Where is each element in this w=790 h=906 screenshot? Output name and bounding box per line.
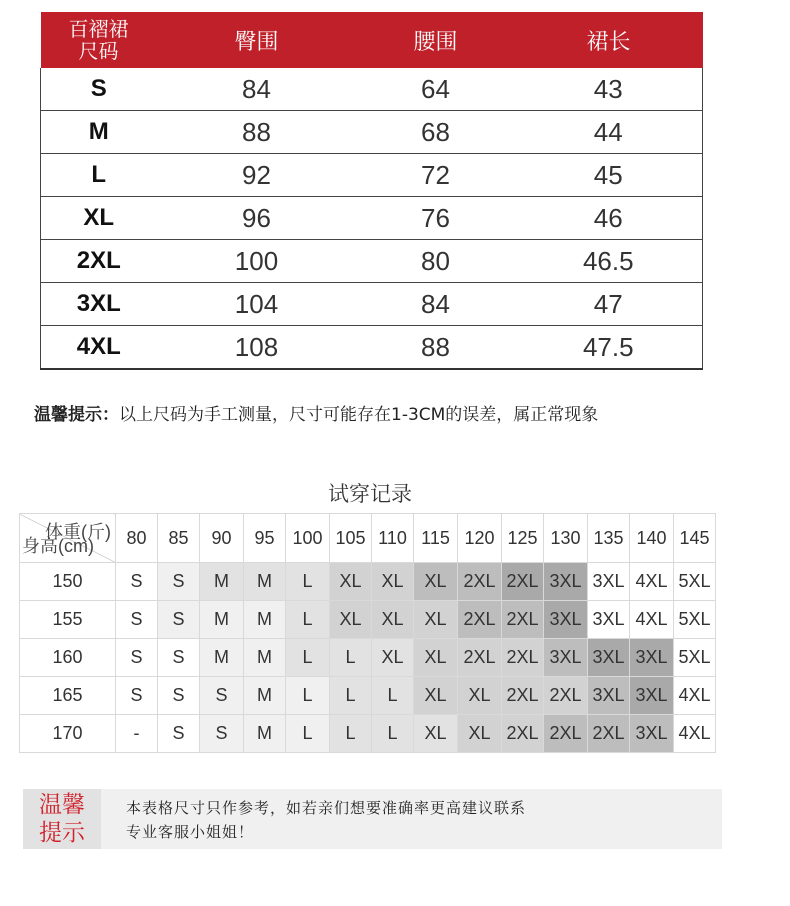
note-text: 本表格尺寸只作参考，如若亲们想要准确率更高建议联系 专业客服小姐姐！ — [126, 799, 527, 841]
measurement-tip — [34, 400, 598, 425]
trial-cell: L — [286, 715, 330, 753]
waist-value: 68 — [357, 111, 515, 154]
trial-cell: L — [286, 677, 330, 715]
weight-header: 125 — [502, 514, 544, 563]
trial-cell: 2XL — [458, 639, 502, 677]
trial-cell: 3XL — [544, 601, 588, 639]
trial-cell: 5XL — [674, 601, 716, 639]
weight-header: 95 — [244, 514, 286, 563]
size-label: 2XL — [41, 240, 157, 283]
weight-header: 105 — [330, 514, 372, 563]
trial-cell: L — [372, 715, 414, 753]
trial-cell: 3XL — [588, 639, 630, 677]
hip-value: 104 — [157, 283, 357, 326]
length-value: 46.5 — [515, 240, 703, 283]
length-value: 45 — [515, 154, 703, 197]
trial-cell: XL — [458, 715, 502, 753]
trial-cell: S — [158, 715, 200, 753]
trial-cell: XL — [414, 677, 458, 715]
weight-header: 80 — [116, 514, 158, 563]
trial-cell: 2XL — [502, 563, 544, 601]
size-label: XL — [41, 197, 157, 240]
header-size-line-2: 尺码 — [78, 39, 119, 63]
trial-cell: M — [200, 563, 244, 601]
trial-cell: - — [116, 715, 158, 753]
trial-cell: S — [158, 563, 200, 601]
trial-cell: 3XL — [630, 677, 674, 715]
hip-value: 92 — [157, 154, 357, 197]
trial-cell: L — [372, 677, 414, 715]
trial-cell: M — [244, 715, 286, 753]
trial-cell: 4XL — [674, 677, 716, 715]
trial-cell: S — [158, 601, 200, 639]
size-row — [41, 111, 703, 154]
size-row — [41, 283, 703, 326]
height-label: 160 — [20, 639, 116, 677]
hip-value: 108 — [157, 326, 357, 370]
size-table-header — [41, 12, 703, 68]
trial-cell: L — [330, 677, 372, 715]
trial-cell: L — [330, 639, 372, 677]
note-badge — [23, 789, 101, 849]
header-hip: 臀围 — [157, 12, 357, 68]
trial-row — [20, 639, 716, 677]
height-label: 150 — [20, 563, 116, 601]
trial-cell: 2XL — [502, 601, 544, 639]
corner-weight-label: 体重(斤) — [45, 522, 111, 542]
size-row — [41, 154, 703, 197]
trial-cell: S — [200, 715, 244, 753]
weight-header: 115 — [414, 514, 458, 563]
trial-cell: L — [330, 715, 372, 753]
footer-note — [23, 789, 722, 849]
height-label: 170 — [20, 715, 116, 753]
trial-cell: 2XL — [502, 677, 544, 715]
trial-cell: XL — [372, 639, 414, 677]
trial-cell: S — [158, 639, 200, 677]
trial-cell: M — [200, 639, 244, 677]
trial-cell: XL — [414, 715, 458, 753]
trial-cell: S — [158, 677, 200, 715]
tip-text: 以上尺码为手工测量，尺寸可能存在1-3CM的误差，属正常现象 — [119, 405, 599, 425]
size-label: M — [41, 111, 157, 154]
trial-cell: L — [286, 639, 330, 677]
waist-value: 76 — [357, 197, 515, 240]
size-label: 4XL — [41, 326, 157, 370]
waist-value: 80 — [357, 240, 515, 283]
trial-cell: XL — [372, 601, 414, 639]
trial-cell: XL — [458, 677, 502, 715]
weight-header: 85 — [158, 514, 200, 563]
trial-cell: XL — [330, 563, 372, 601]
trial-cell: XL — [372, 563, 414, 601]
size-row — [41, 240, 703, 283]
header-waist: 腰围 — [357, 12, 515, 68]
trial-row — [20, 601, 716, 639]
header-length: 裙长 — [515, 12, 703, 68]
length-value: 43 — [515, 68, 703, 111]
length-value: 47.5 — [515, 326, 703, 370]
length-value: 44 — [515, 111, 703, 154]
trial-cell: 2XL — [544, 677, 588, 715]
trial-cell: 4XL — [674, 715, 716, 753]
tip-label: 温馨提示： — [34, 405, 119, 425]
trial-cell: 3XL — [630, 639, 674, 677]
size-label: S — [41, 68, 157, 111]
trial-cell: 2XL — [588, 715, 630, 753]
trial-cell: M — [244, 677, 286, 715]
trial-cell: XL — [414, 639, 458, 677]
trial-cell: S — [116, 601, 158, 639]
trial-cell: 4XL — [630, 563, 674, 601]
trial-cell: 2XL — [544, 715, 588, 753]
trial-cell: 3XL — [588, 601, 630, 639]
trial-cell: 3XL — [588, 563, 630, 601]
trial-cell: S — [116, 677, 158, 715]
trial-cell: S — [116, 563, 158, 601]
trial-cell: 5XL — [674, 639, 716, 677]
trial-cell: M — [244, 601, 286, 639]
weight-header: 130 — [544, 514, 588, 563]
trial-cell: 3XL — [544, 563, 588, 601]
size-row — [41, 68, 703, 111]
note-badge-line-2: 提示 — [39, 820, 85, 846]
height-label: 155 — [20, 601, 116, 639]
trial-cell: XL — [414, 601, 458, 639]
header-size — [41, 12, 157, 68]
trial-cell: 3XL — [588, 677, 630, 715]
trial-cell: 3XL — [630, 715, 674, 753]
trial-cell: 2XL — [502, 639, 544, 677]
trial-title: 试穿记录 — [328, 482, 412, 506]
trial-cell: M — [200, 601, 244, 639]
weight-header: 90 — [200, 514, 244, 563]
hip-value: 88 — [157, 111, 357, 154]
header-size-line-1: 百褶裙 — [68, 17, 129, 41]
trial-cell: S — [116, 639, 158, 677]
waist-value: 88 — [357, 326, 515, 370]
size-row — [41, 326, 703, 370]
weight-header: 100 — [286, 514, 330, 563]
trial-cell: M — [244, 563, 286, 601]
corner-height-label: 身高(cm) — [22, 536, 94, 556]
weight-header: 110 — [372, 514, 414, 563]
trial-cell: S — [200, 677, 244, 715]
length-value: 46 — [515, 197, 703, 240]
hip-value: 100 — [157, 240, 357, 283]
trial-cell: 2XL — [458, 601, 502, 639]
size-label: 3XL — [41, 283, 157, 326]
waist-value: 72 — [357, 154, 515, 197]
trial-cell: XL — [414, 563, 458, 601]
size-row — [41, 197, 703, 240]
note-badge-line-1: 温馨 — [39, 792, 85, 818]
trial-row — [20, 677, 716, 715]
length-value: 47 — [515, 283, 703, 326]
trial-cell: 5XL — [674, 563, 716, 601]
trial-table — [19, 513, 716, 753]
trial-cell: L — [286, 563, 330, 601]
trial-row — [20, 563, 716, 601]
hip-value: 96 — [157, 197, 357, 240]
trial-corner — [20, 514, 116, 563]
trial-header-row — [20, 514, 716, 563]
weight-header: 135 — [588, 514, 630, 563]
hip-value: 84 — [157, 68, 357, 111]
height-label: 165 — [20, 677, 116, 715]
trial-cell: 2XL — [458, 563, 502, 601]
trial-row — [20, 715, 716, 753]
trial-cell: XL — [330, 601, 372, 639]
trial-cell: 3XL — [544, 639, 588, 677]
trial-cell: L — [286, 601, 330, 639]
waist-value: 84 — [357, 283, 515, 326]
trial-cell: 4XL — [630, 601, 674, 639]
weight-header: 145 — [674, 514, 716, 563]
trial-cell: M — [244, 639, 286, 677]
size-table — [40, 12, 703, 370]
size-label: L — [41, 154, 157, 197]
weight-header: 140 — [630, 514, 674, 563]
waist-value: 64 — [357, 68, 515, 111]
trial-cell: 2XL — [502, 715, 544, 753]
weight-header: 120 — [458, 514, 502, 563]
